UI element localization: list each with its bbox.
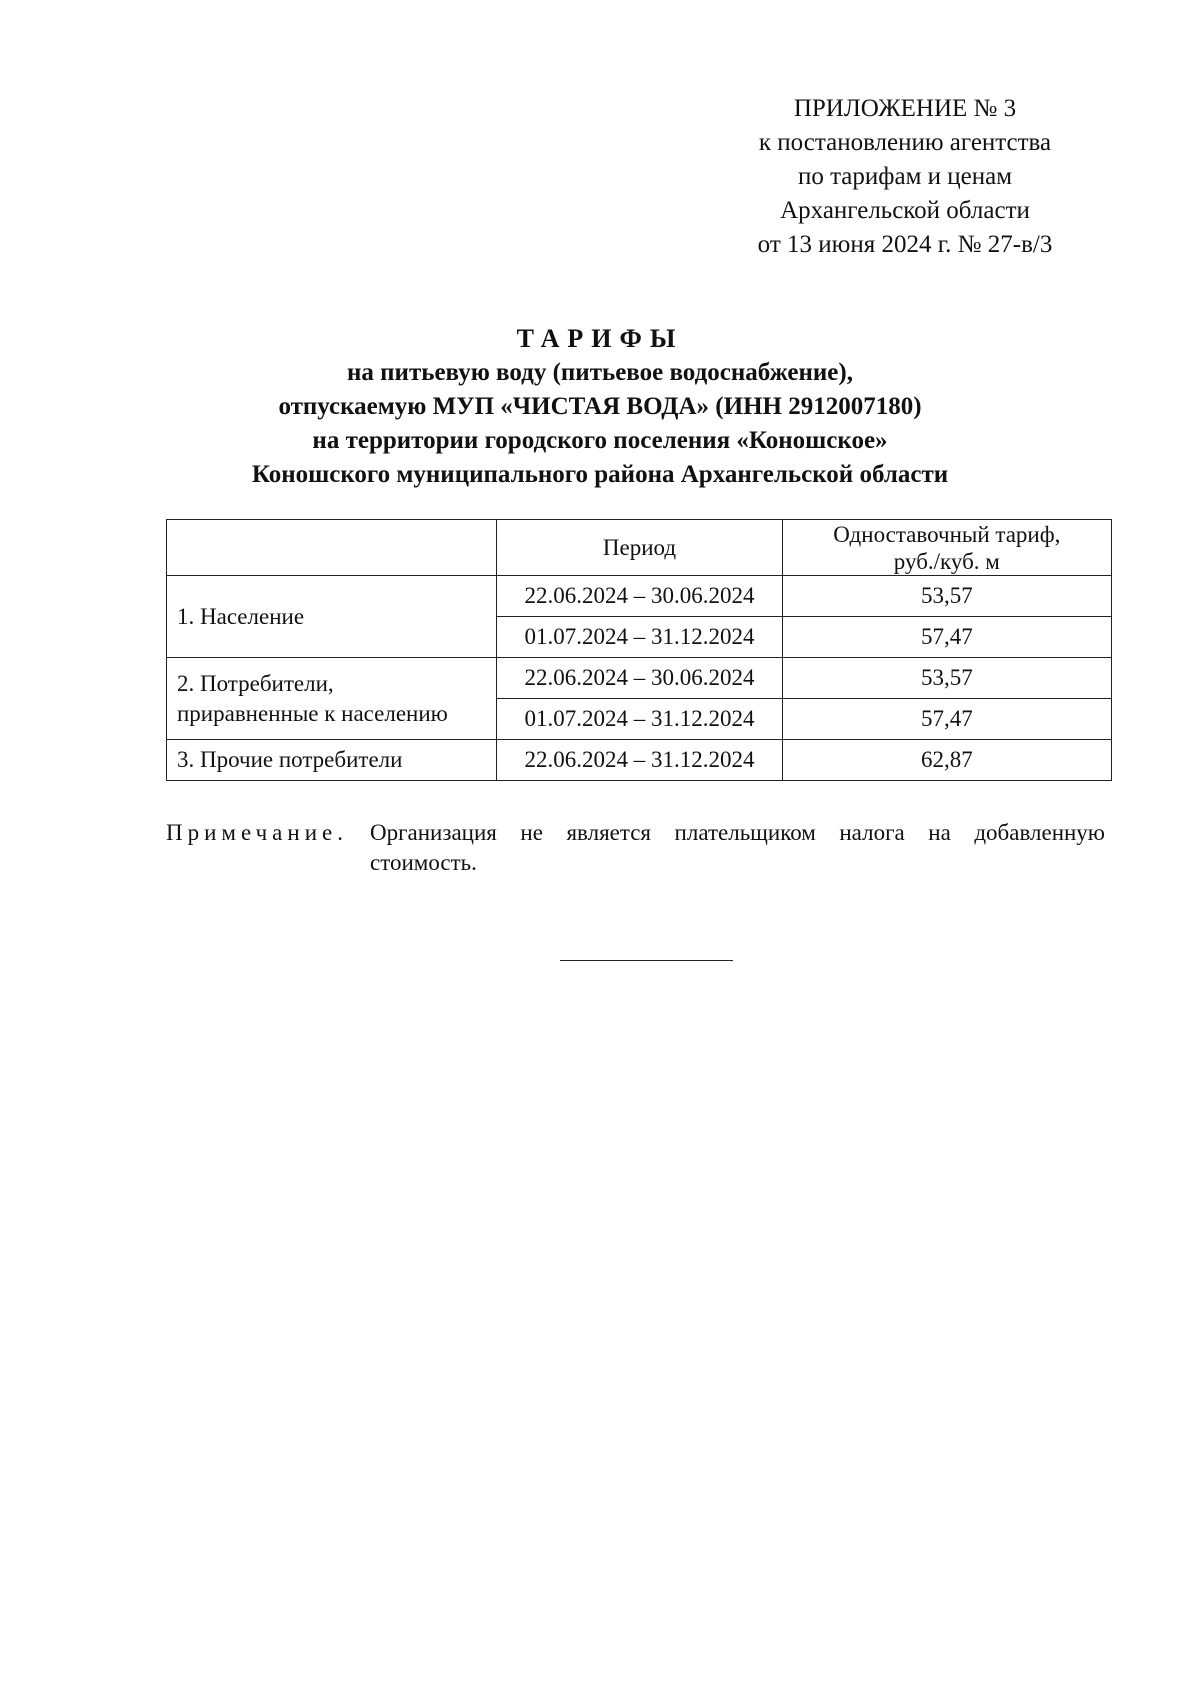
tariff-value-cell: 53,57: [782, 658, 1111, 699]
category-cell: [167, 576, 497, 658]
annex-reference-line: Архангельской области: [780, 197, 1030, 224]
category-label: 1. Население: [177, 603, 305, 629]
period-cell: 01.07.2024 – 31.12.2024: [497, 617, 782, 658]
title-line: Коношского муниципального района Архангельской области: [251, 461, 949, 488]
annex-header: [700, 92, 1110, 262]
title-line: отпускаемую МУП «ЧИСТАЯ ВОДА» (ИНН 2912007180): [278, 393, 922, 420]
period-cell: 22.06.2024 – 31.12.2024: [497, 740, 782, 781]
header-tariff-unit: руб./куб. м: [893, 548, 1000, 574]
note-block: [166, 818, 1112, 878]
note-label: Примечание.: [166, 820, 348, 845]
header-tariff-cell: [782, 520, 1111, 576]
header-tariff-label: Одноставочный тариф,: [833, 521, 1061, 547]
note-text-continued: стоимость.: [370, 850, 477, 875]
tariff-value-cell: 57,47: [782, 699, 1111, 740]
tariff-value-cell: 57,47: [782, 617, 1111, 658]
closing-divider-line: [560, 960, 733, 961]
category-cell: [167, 658, 497, 740]
table-row: [167, 740, 1112, 781]
table-header-row: [167, 520, 1112, 576]
title-line: на питьевую воду (питьевое водоснабжение),: [347, 359, 853, 386]
category-label: приравненные к населению: [177, 700, 448, 726]
table-row: [167, 658, 1112, 699]
title-line: на территории городского поселения «Коношское»: [312, 427, 888, 454]
tariff-value-cell: 62,87: [782, 740, 1111, 781]
header-category-cell: [167, 520, 497, 576]
category-cell: [167, 740, 497, 781]
note-text: Организация не является плательщиком налога на добавленную: [370, 820, 1105, 845]
title-main: ТАРИФЫ: [516, 324, 684, 353]
annex-number: ПРИЛОЖЕНИЕ № 3: [793, 95, 1017, 122]
tariff-value-cell: 53,57: [782, 576, 1111, 617]
header-period-cell: Период: [497, 520, 782, 576]
tariff-table: [166, 519, 1112, 781]
category-label: 3. Прочие потребители: [177, 747, 403, 772]
category-label: 2. Потребители,: [177, 670, 334, 696]
annex-reference-line: к постановлению агентства: [758, 129, 1052, 156]
annex-reference-line: по тарифам и ценам: [797, 163, 1013, 190]
period-cell: 01.07.2024 – 31.12.2024: [497, 699, 782, 740]
period-cell: 22.06.2024 – 30.06.2024: [497, 576, 782, 617]
period-cell: 22.06.2024 – 30.06.2024: [497, 658, 782, 699]
annex-date-number: от 13 июня 2024 г. № 27-в/3: [757, 231, 1053, 258]
document-title: [150, 322, 1050, 492]
table-row: [167, 576, 1112, 617]
